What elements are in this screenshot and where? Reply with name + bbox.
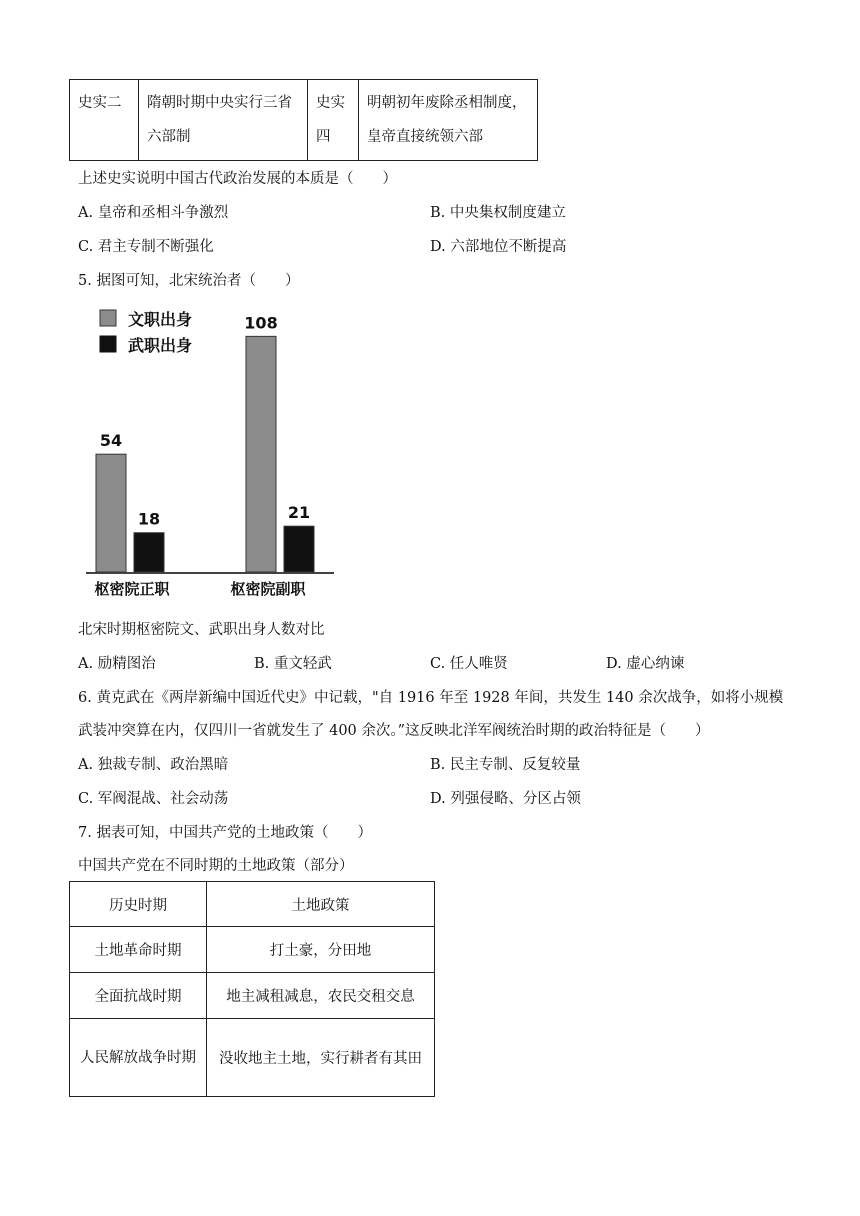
data-label: 18 — [137, 509, 161, 529]
table-cell: 地主减租减息，农民交租交息 — [207, 973, 435, 1019]
question-stem: 上述史实说明中国古代政治发展的本质是（ ） — [78, 171, 397, 187]
option-d[interactable]: D. 列强侵略、分区占领 — [430, 791, 581, 807]
chart-caption: 北宋时期枢密院文、武职出身人数对比 — [78, 622, 325, 638]
table-cell: 史实二 — [70, 80, 139, 161]
category-label: 枢密院正职 — [94, 580, 170, 598]
option-a[interactable]: A. 皇帝和丞相斗争激烈 — [78, 205, 229, 221]
question-stem: 7. 据表可知，中国共产党的土地政策（ ） — [78, 825, 372, 841]
column-header: 土地政策 — [207, 882, 435, 927]
table-cell: 没收地主土地，实行耕者有其田 — [207, 1019, 435, 1097]
option-c[interactable]: C. 军阀混战、社会动荡 — [78, 791, 229, 807]
bar-chart — [78, 300, 348, 610]
option-d[interactable]: D. 虚心纳谏 — [606, 656, 685, 672]
option-b[interactable]: B. 民主专制、反复较量 — [430, 757, 581, 773]
table-row — [70, 80, 538, 161]
table-cell: 人民解放战争时期 — [70, 1019, 207, 1097]
category-label: 枢密院副职 — [230, 580, 306, 598]
legend-label-civil: 文职出身 — [128, 310, 193, 329]
question-stem-line1: 6. 黄克武在《两岸新编中国近代史》中记载，"自 1916 年至 1928 年间，共发生 140 余次战争，如将小规模 — [78, 690, 784, 706]
option-b[interactable]: B. 重文轻武 — [254, 656, 332, 672]
data-label: 108 — [244, 313, 278, 333]
column-header: 历史时期 — [70, 882, 207, 927]
table-cell: 史实四 — [308, 80, 359, 161]
option-c[interactable]: C. 君主专制不断强化 — [78, 239, 214, 255]
land-policy-table — [69, 881, 435, 1097]
bar-military — [134, 533, 164, 572]
facts-table — [69, 79, 538, 161]
bar-civil — [246, 336, 276, 572]
table-cell: 土地革命时期 — [70, 927, 207, 973]
option-d[interactable]: D. 六部地位不断提高 — [430, 239, 567, 255]
option-a[interactable]: A. 励精图治 — [78, 656, 156, 672]
question-stem-line2: 武装冲突算在内，仅四川一省就发生了 400 余次。”这反映北洋军阀统治时期的政治特征是（ ） — [78, 723, 710, 739]
option-c[interactable]: C. 任人唯贤 — [430, 656, 508, 672]
option-a[interactable]: A. 独裁专制、政治黑暗 — [78, 757, 229, 773]
table-row — [70, 1019, 435, 1097]
table-cell: 打土豪，分田地 — [207, 927, 435, 973]
table-title: 中国共产党在不同时期的土地政策（部分） — [78, 858, 354, 874]
table-row — [70, 973, 435, 1019]
table-header-row — [70, 882, 435, 927]
bar-civil — [96, 454, 126, 572]
question-stem: 5. 据图可知，北宋统治者（ ） — [78, 273, 300, 289]
table-cell: 明朝初年废除丞相制度，皇帝直接统领六部 — [359, 80, 538, 161]
table-cell: 全面抗战时期 — [70, 973, 207, 1019]
bar-military — [284, 526, 314, 572]
table-row — [70, 927, 435, 973]
legend-label-military: 武职出身 — [128, 336, 193, 355]
data-label: 21 — [287, 503, 311, 523]
table-cell: 隋朝时期中央实行三省六部制 — [139, 80, 308, 161]
legend-swatch-civil — [100, 310, 116, 326]
legend-swatch-military — [100, 336, 116, 352]
data-label: 54 — [99, 431, 123, 451]
option-b[interactable]: B. 中央集权制度建立 — [430, 205, 566, 221]
